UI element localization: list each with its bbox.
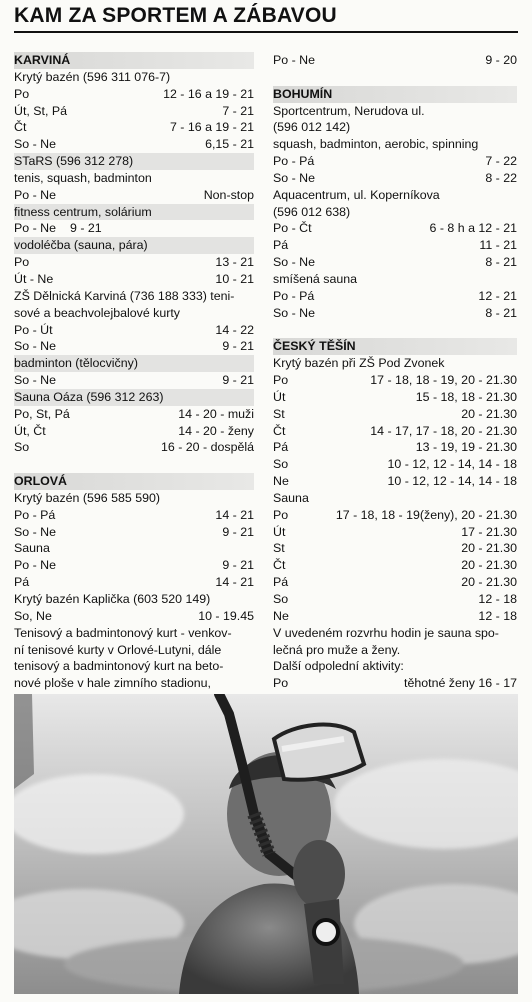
- schedule-day: St: [273, 406, 285, 421]
- schedule-day: Po - Ne: [273, 53, 316, 67]
- schedule-time: 9 - 21: [222, 558, 254, 573]
- schedule-row: [14, 271, 254, 288]
- schedule-row: [14, 254, 254, 271]
- schedule-row: [14, 439, 254, 456]
- venue-line: vodoléčba (sauna, pára): [14, 237, 254, 254]
- schedule-time: 9 - 20: [485, 53, 517, 67]
- venue-line: badminton (tělocvičny): [14, 355, 254, 372]
- schedule-time: 10 - 19.45: [198, 608, 254, 623]
- title-rule: [14, 31, 518, 33]
- schedule-row: [273, 557, 517, 574]
- schedule-time: 14 - 20 - ženy: [178, 423, 254, 438]
- left-column: [14, 52, 254, 692]
- schedule-row: [273, 540, 517, 557]
- section-heading: ČESKÝ TĚŠÍN: [273, 338, 517, 355]
- venue-line: sové a beachvolejbalové kurty: [14, 305, 180, 320]
- venue-line: Krytý bazén (596 311 076-7): [14, 69, 171, 84]
- schedule-time: 15 - 18, 18 - 21.30: [415, 389, 517, 404]
- schedule-row: [273, 305, 517, 322]
- schedule-row: [273, 406, 517, 423]
- schedule-day: So - Ne: [273, 255, 316, 270]
- venue-line: squash, badminton, aerobic, spinning: [273, 137, 479, 152]
- venue-line: tenisový a badmintonový kurt na beto-: [14, 659, 224, 674]
- schedule-time: 6,15 - 21: [205, 137, 254, 152]
- schedule-day: Ne: [273, 608, 289, 623]
- schedule-day: Po - Ne: [14, 558, 57, 573]
- schedule-time: 12 - 21: [478, 288, 517, 303]
- venue-line: Sauna: [14, 541, 50, 556]
- schedule-day: Po - Pá: [273, 154, 315, 169]
- venue-line: Krytý bazén při ZŠ Pod Zvonek: [273, 356, 445, 371]
- venue-line: ní tenisové kurty v Orlové-Lutyni, dále: [14, 642, 222, 657]
- schedule-time: 9 - 21: [70, 221, 102, 236]
- schedule-day: Pá: [273, 238, 289, 253]
- schedule-row: [14, 187, 254, 204]
- schedule-row: [273, 254, 517, 271]
- page-title: KAM ZA SPORTEM A ZÁBAVOU: [14, 4, 337, 27]
- schedule-row: [14, 574, 254, 591]
- section-gap: [273, 322, 517, 339]
- schedule-time: 12 - 16 a 19 - 21: [163, 86, 254, 101]
- schedule-time: 6 - 8 h a 12 - 21: [429, 221, 517, 236]
- schedule-row: [14, 608, 254, 625]
- schedule-time: 13 - 21: [215, 255, 254, 270]
- schedule-day: So: [14, 440, 30, 455]
- schedule-row: [14, 372, 254, 389]
- schedule-row: [273, 52, 517, 69]
- venue-line: (596 012 638): [273, 204, 351, 219]
- venue-line: smíšená sauna: [273, 271, 358, 286]
- schedule-row: [273, 220, 517, 237]
- schedule-day: Út - Ne: [14, 271, 54, 286]
- schedule-day: So, Ne: [14, 608, 52, 623]
- schedule-time: 11 - 21: [479, 238, 517, 253]
- venue-line: fitness centrum, solárium: [14, 204, 254, 221]
- schedule-day: Pá: [273, 440, 289, 455]
- schedule-row: [14, 507, 254, 524]
- schedule-day: Po: [14, 86, 30, 101]
- schedule-time: 9 - 21: [222, 339, 254, 354]
- schedule-day: So: [273, 592, 289, 606]
- schedule-day: Po - Ne: [14, 187, 57, 202]
- schedule-day: Út, Čt: [14, 423, 46, 438]
- venue-line: (596 012 142): [273, 120, 351, 135]
- schedule-time: 14 - 22: [215, 322, 254, 337]
- schedule-time: 8 - 21: [485, 305, 517, 320]
- section-heading: BOHUMÍN: [273, 86, 517, 103]
- schedule-row: [273, 153, 517, 170]
- schedule-day: So: [273, 457, 289, 472]
- schedule-day: Út: [273, 389, 286, 404]
- schedule-row: [273, 574, 517, 591]
- schedule-time: 12 - 18: [478, 608, 517, 623]
- venue-line: Aquacentrum, ul. Koperníkova: [273, 187, 440, 202]
- venue-line: Krytý bazén (596 585 590): [14, 490, 161, 505]
- schedule-row: [273, 473, 517, 490]
- schedule-day: Ne: [273, 474, 289, 489]
- schedule-day: Po - Pá: [273, 288, 315, 303]
- schedule-time: 17 - 18, 18 - 19(ženy), 20 - 21.30: [335, 507, 517, 522]
- schedule-row: [273, 608, 517, 625]
- venue-line: Krytý bazén Kaplička (603 520 149): [14, 592, 211, 606]
- section-gap: [14, 456, 254, 473]
- schedule-row: [273, 524, 517, 541]
- schedule-day: Po: [273, 507, 289, 522]
- schedule-time: 17 - 21.30: [461, 524, 517, 539]
- schedule-time: 20 - 21.30: [461, 575, 517, 590]
- schedule-time: těhotné ženy 16 - 17: [404, 676, 517, 691]
- venue-line: V uvedeném rozvrhu hodin je sauna spo-: [273, 625, 499, 640]
- schedule-day: Čt: [273, 558, 286, 573]
- venue-line: STaRS (596 312 278): [14, 153, 254, 170]
- schedule-row: [273, 288, 517, 305]
- schedule-time: 10 - 21: [215, 271, 254, 286]
- schedule-time: 7 - 21: [222, 103, 254, 118]
- schedule-time: 13 - 19, 19 - 21.30: [415, 440, 517, 455]
- venue-line: Sportcentrum, Nerudova ul.: [273, 103, 425, 118]
- schedule-time: 14 - 17, 17 - 18, 20 - 21.30: [370, 423, 517, 438]
- schedule-row: [14, 136, 254, 153]
- schedule-row: [14, 557, 254, 574]
- venue-line: Sauna Oáza (596 312 263): [14, 389, 254, 406]
- schedule-row: [273, 372, 517, 389]
- section-gap: [273, 69, 517, 86]
- schedule-time: 7 - 16 a 19 - 21: [169, 120, 254, 135]
- schedule-time: 14 - 20 - muži: [178, 406, 254, 421]
- section-heading: ORLOVÁ: [14, 473, 254, 490]
- schedule-day: Čt: [273, 423, 286, 438]
- schedule-day: St: [273, 541, 285, 556]
- venue-line: Další odpolední aktivity:: [273, 659, 404, 674]
- schedule-row: [14, 322, 254, 339]
- schedule-time: 8 - 21: [485, 255, 517, 270]
- schedule-day: Pá: [14, 575, 30, 590]
- schedule-row: [14, 423, 254, 440]
- venue-line: lečná pro muže a ženy.: [273, 642, 401, 657]
- schedule-day: So - Ne: [14, 339, 57, 354]
- schedule-time: 10 - 12, 12 - 14, 14 - 18: [387, 474, 517, 489]
- schedule-row: [273, 456, 517, 473]
- schedule-row: [14, 119, 254, 136]
- schedule-row: [14, 86, 254, 103]
- schedule-time: 7 - 22: [485, 154, 517, 169]
- schedule-row: [14, 220, 254, 237]
- schedule-day: Pá: [273, 575, 289, 590]
- schedule-time: 9 - 21: [222, 373, 254, 388]
- section-heading: KARVINÁ: [14, 52, 254, 69]
- schedule-row: [14, 524, 254, 541]
- schedule-row: [14, 406, 254, 423]
- venue-line: nové ploše v hale zimního stadionu,: [14, 676, 211, 691]
- schedule-day: Po - Ne: [14, 221, 57, 236]
- venue-line: Sauna: [273, 490, 309, 505]
- schedule-day: Út: [273, 524, 286, 539]
- schedule-row: [273, 423, 517, 440]
- schedule-row: [14, 103, 254, 120]
- schedule-day: So - Ne: [273, 305, 316, 320]
- schedule-time: Non-stop: [203, 187, 254, 202]
- venue-line: Tenisový a badmintonový kurt - venkov-: [14, 625, 232, 640]
- schedule-time: 14 - 21: [215, 507, 254, 522]
- schedule-day: Po, St, Pá: [14, 406, 70, 421]
- schedule-row: [273, 675, 517, 692]
- schedule-time: 17 - 18, 18 - 19, 20 - 21.30: [370, 373, 517, 388]
- schedule-day: Út, St, Pá: [14, 103, 68, 118]
- schedule-time: 16 - 20 - dospělá: [161, 440, 254, 455]
- schedule-day: Čt: [14, 120, 27, 135]
- schedule-time: 8 - 22: [485, 170, 517, 185]
- schedule-time: 20 - 21.30: [461, 558, 517, 573]
- schedule-row: [273, 237, 517, 254]
- snorkel-photo: [14, 694, 518, 994]
- schedule-day: Po - Út: [14, 322, 53, 337]
- schedule-time: 10 - 12, 12 - 14, 14 - 18: [387, 457, 517, 472]
- schedule-day: Po - Pá: [14, 507, 56, 522]
- venue-line: tenis, squash, badminton: [14, 170, 152, 185]
- schedule-row: [14, 338, 254, 355]
- schedule-day: So - Ne: [14, 137, 57, 152]
- right-column: [273, 52, 517, 709]
- schedule-day: Po: [273, 373, 289, 388]
- schedule-time: 20 - 21.30: [461, 406, 517, 421]
- schedule-time: 20 - 21.30: [461, 541, 517, 556]
- schedule-day: So - Ne: [14, 524, 57, 539]
- schedule-time: 9 - 21: [222, 524, 254, 539]
- schedule-day: Po: [14, 255, 30, 270]
- schedule-row: [273, 507, 517, 524]
- schedule-day: Po: [273, 676, 289, 691]
- venue-line: ZŠ Dělnická Karviná (736 188 333) teni-: [14, 288, 235, 303]
- snorkel-photo-image: [14, 694, 518, 994]
- schedule-day: Po - Čt: [273, 221, 312, 236]
- schedule-day: So - Ne: [273, 170, 316, 185]
- schedule-day: So - Ne: [14, 373, 57, 388]
- schedule-row: [273, 389, 517, 406]
- schedule-time: 14 - 21: [215, 575, 254, 590]
- schedule-row: [273, 439, 517, 456]
- schedule-row: [273, 591, 517, 608]
- schedule-row: [273, 170, 517, 187]
- schedule-time: 12 - 18: [478, 592, 517, 606]
